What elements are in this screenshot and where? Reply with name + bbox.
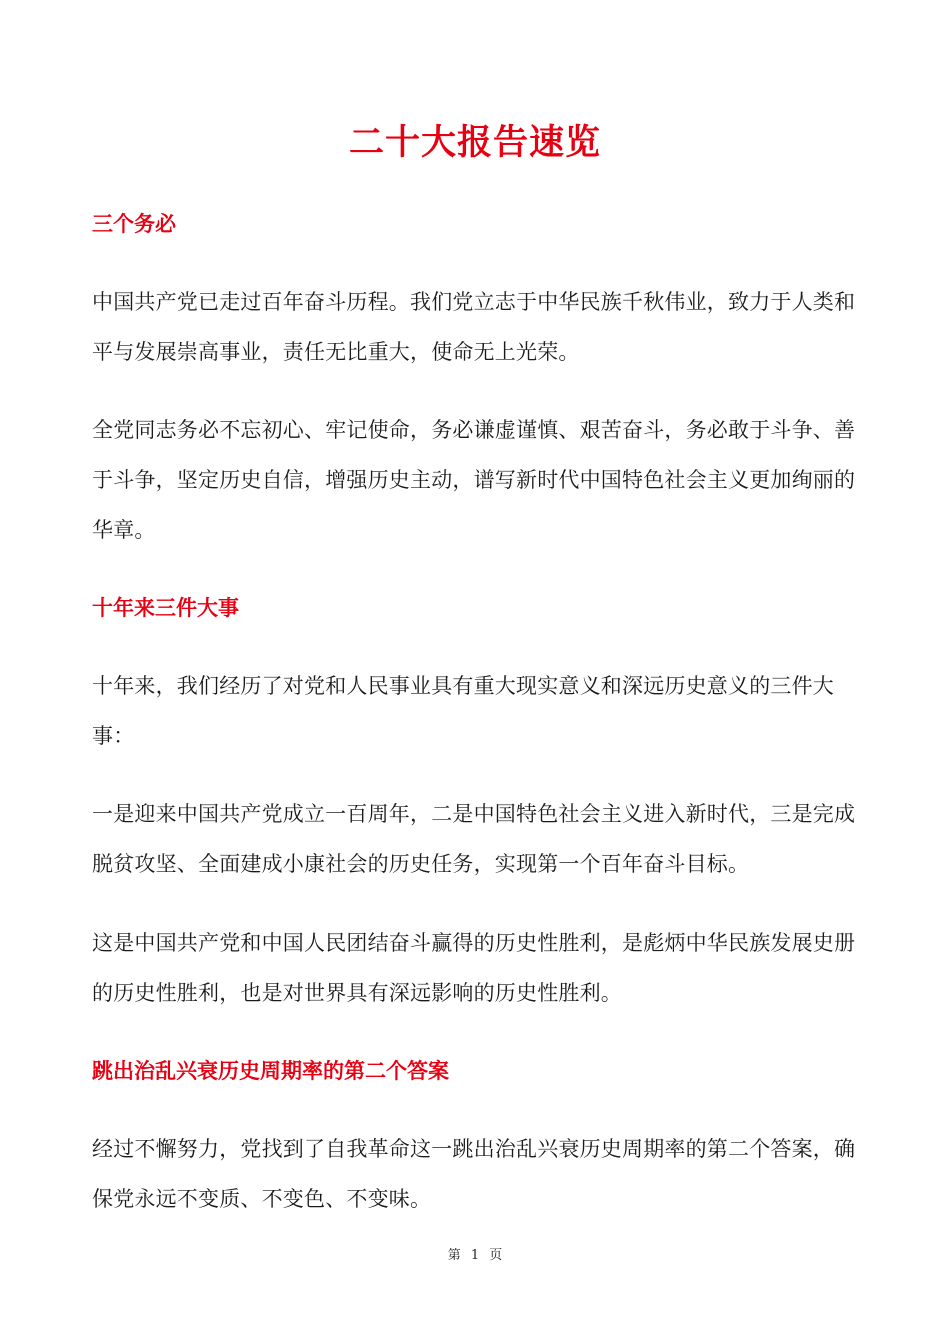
section-1-paragraph-2: 全党同志务必不忘初心、牢记使命，务必谦虚谨慎、艰苦奋斗，务必敢于斗争、善于斗争，坚定历史自信，增强历史主动，谱写新时代中国特色社会主义更加绚丽的华章。: [92, 418, 856, 542]
page-title: 二十大报告速览: [348, 123, 601, 163]
section-2-paragraph-1: 十年来，我们经历了对党和人民事业具有重大现实意义和深远历史意义的三件大事：: [92, 674, 834, 748]
footer-prefix: 第: [447, 1248, 461, 1263]
section-heading-3: 跳出治乱兴衰历史周期率的第二个答案: [92, 1059, 449, 1083]
section-3-paragraph-1: 经过不懈努力，党找到了自我革命这一跳出治乱兴衰历史周期率的第二个答案，确保党永远不变质、不变色、不变味。: [92, 1137, 856, 1211]
section-1-paragraph-1: 中国共产党已走过百年奋斗历程。我们党立志于中华民族千秋伟业，致力于人类和平与发展崇高事业，责任无比重大，使命无上光荣。: [92, 290, 856, 364]
section-heading-2: 十年来三件大事: [92, 596, 239, 620]
section-2-paragraph-2: 一是迎来中国共产党成立一百周年，二是中国特色社会主义进入新时代，三是完成脱贫攻坚、全面建成小康社会的历史任务，实现第一个百年奋斗目标。: [92, 802, 856, 876]
section-heading-1: 三个务必: [92, 212, 176, 236]
footer-suffix: 页: [489, 1248, 503, 1263]
page-number: 1: [470, 1248, 480, 1263]
section-2-paragraph-3: 这是中国共产党和中国人民团结奋斗赢得的历史性胜利，是彪炳中华民族发展史册的历史性胜利，也是对世界具有深远影响的历史性胜利。: [92, 931, 856, 1005]
page-footer: [0, 1246, 950, 1266]
